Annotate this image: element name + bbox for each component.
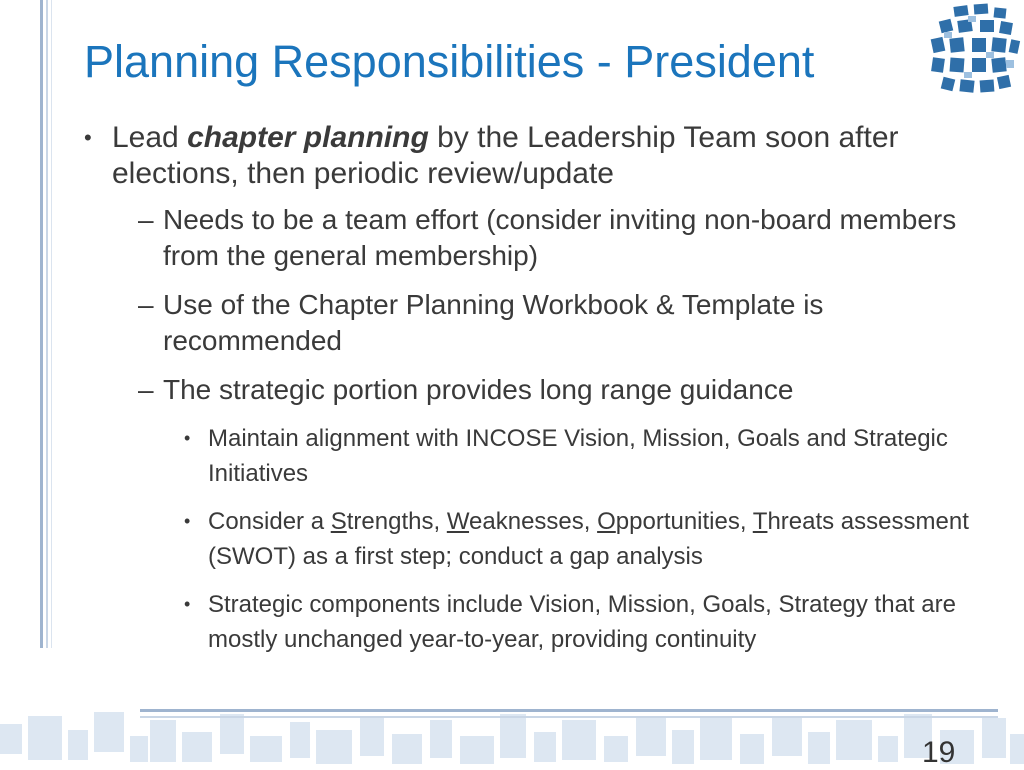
left-rail-line xyxy=(51,0,52,648)
bullet-text: Lead xyxy=(112,121,188,154)
dash-marker: – xyxy=(138,289,154,320)
footer-rule xyxy=(140,709,998,712)
bullet-text: Needs to be a team effort (consider inviting non-board members from the general membership) xyxy=(163,204,957,271)
bullet-text: eaknesses, xyxy=(469,508,598,535)
bullet-marker: • xyxy=(184,594,191,614)
bullet-level2 xyxy=(132,202,1004,274)
slide-content xyxy=(84,120,1004,670)
bullet-level2 xyxy=(132,372,1004,408)
bullet-text: Use of the Chapter Planning Workbook & Template is recommended xyxy=(163,289,824,356)
bullet-text: pportunities, xyxy=(615,508,753,535)
bullet-text: trengths, xyxy=(346,508,447,535)
bullet-marker: • xyxy=(84,125,92,150)
bullet-level3 xyxy=(184,421,1004,491)
dash-marker: – xyxy=(138,204,154,235)
bullet-text: The strategic portion provides long range guidance xyxy=(163,374,794,405)
dash-marker: – xyxy=(138,374,154,405)
globe-logo-icon xyxy=(924,2,1022,102)
bullet-text: by the Leadership Team soon after elections, then periodic review/update xyxy=(112,121,899,190)
bullet-marker: • xyxy=(184,511,191,531)
underlined-letter: T xyxy=(752,508,768,535)
left-rail-line xyxy=(40,0,43,648)
underlined-letter: O xyxy=(597,508,616,535)
footer-rule xyxy=(140,716,998,718)
underlined-letter: S xyxy=(330,508,347,535)
slide-title: Planning Responsibilities - President xyxy=(84,36,815,87)
bullet-text: Maintain alignment with INCOSE Vision, Mission, Goals and Strategic Initiatives xyxy=(208,425,948,487)
bullet-marker: • xyxy=(184,428,191,448)
bullet-text: Consider a xyxy=(208,508,331,535)
bullet-level3 xyxy=(184,587,1004,657)
bullet-text: Strategic components include Vision, Mission, Goals, Strategy that are mostly unchanged year-to-year, providing continuity xyxy=(208,591,956,653)
bullet-level2 xyxy=(132,287,1004,359)
underlined-letter: W xyxy=(446,508,470,535)
left-rail-line xyxy=(46,0,48,648)
page-number: 19 xyxy=(922,736,956,769)
bullet-text: hreats assessment (SWOT) as a first step; conduct a gap analysis xyxy=(208,508,969,570)
bullet-level3 xyxy=(184,504,1004,574)
bullet-level1 xyxy=(84,120,1004,192)
emphasis-text: chapter planning xyxy=(187,121,429,154)
